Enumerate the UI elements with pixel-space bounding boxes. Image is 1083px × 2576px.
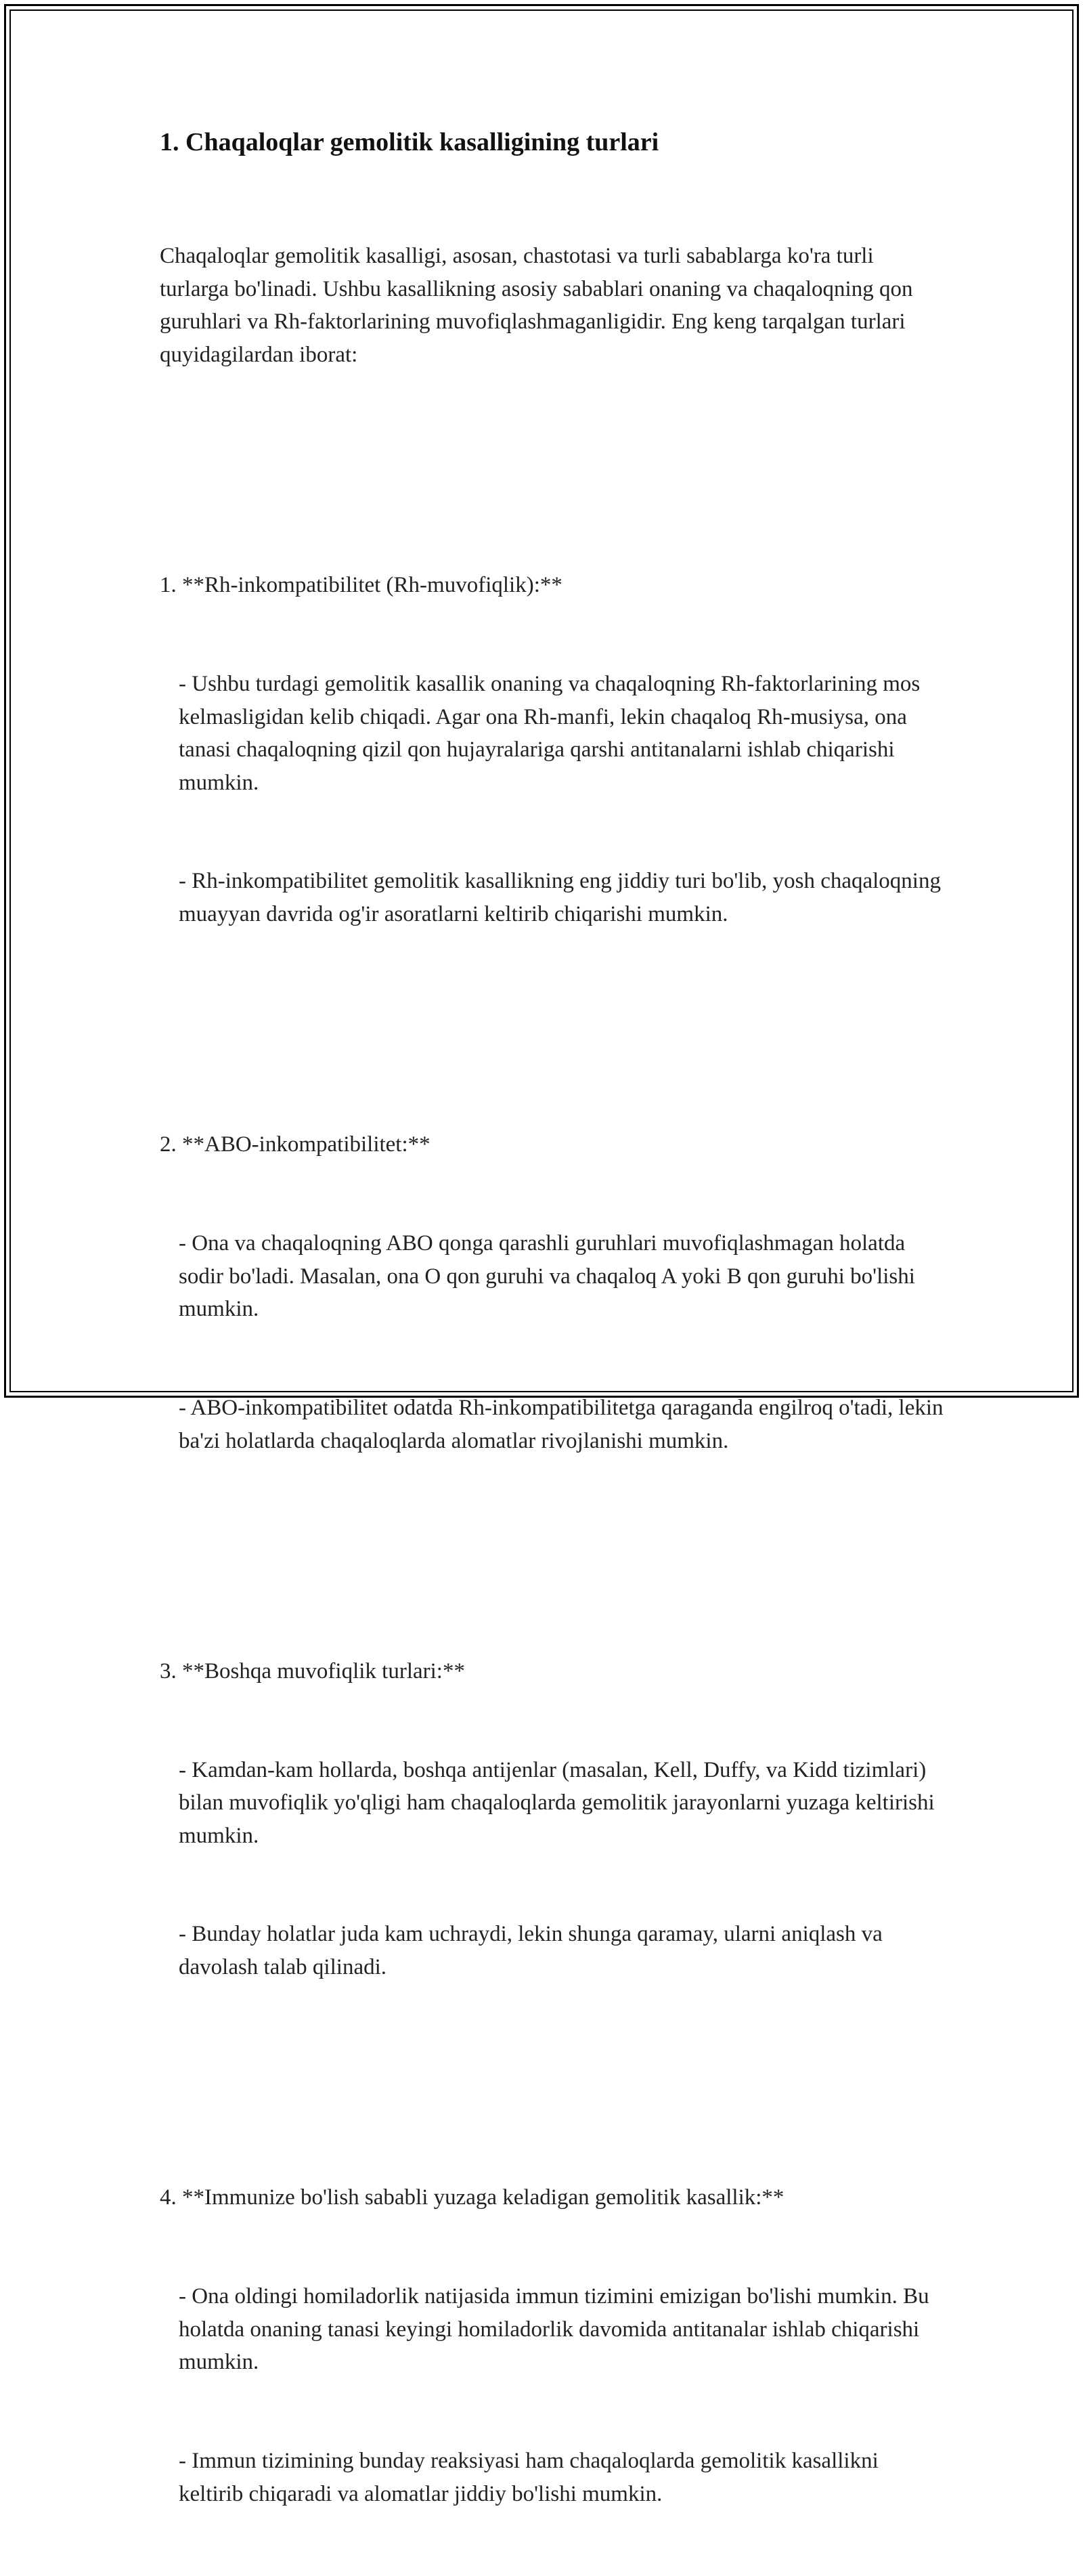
section-heading: 1. **Rh-inkompatibilitet (Rh-muvofiqlik):**	[160, 573, 562, 598]
document-body	[160, 174, 949, 2576]
paragraph-gap	[160, 2050, 945, 2083]
document-title: 1. Chaqaloqlar gemolitik kasalligining turlari	[160, 128, 659, 156]
section-heading: 4. **Immunize bo'lish sababli yuzaga keladigan gemolitik kasallik:**	[160, 2185, 784, 2210]
section-bullet: - ABO-inkompatibilitet odatda Rh-inkompatibilitetga qaraganda engilroq o'tadi, lekin ba'zi holatlarda chaqaloqlarda alomatlar rivojlanishi mumkin.	[179, 1395, 949, 1453]
section-bullet: - Ushbu turdagi gemolitik kasallik onaning va chaqaloqning Rh-faktorlarining mos kelmasligidan kelib chiqadi. Agar ona Rh-manfi, lekin chaqaloq Rh-musiysa, ona tanasi chaqaloqning qizil qon hujayralariga qarshi antitanalarni ishlab chiqarishi mumkin.	[179, 671, 926, 795]
section-heading: 3. **Boshqa muvofiqlik turlari:**	[160, 1658, 465, 1683]
paragraph-gap	[160, 997, 945, 1030]
section-bullet: - Rh-inkompatibilitet gemolitik kasallikning eng jiddiy turi bo'lib, yosh chaqaloqning muayyan davrida og'ir asoratlarni keltirib chiqarishi mumkin.	[179, 869, 947, 927]
document-content	[160, 125, 949, 2576]
section-bullet: - Ona oldingi homiladorlik natijasida immun tizimini emizigan bo'lishi mumkin. Bu holatda onaning tanasi keyingi homiladorlik davomida antitanalar ishlab chiqarishi mumkin.	[179, 2284, 935, 2375]
section-bullet: - Kamdan-kam hollarda, boshqa antijenlar (masalan, Kell, Duffy, va Kidd tizimlari) bilan muvofiqlik yo'qligi ham chaqaloqlarda gemolitik jarayonlarni yuzaga keltirishi mumkin.	[179, 1757, 940, 1848]
section-bullet: - Immun tizimining bunday reaksiyasi ham chaqaloqlarda gemolitik kasallikni keltirib chiqaradi va alomatlar jiddiy bo'lishi mumkin.	[179, 2448, 884, 2506]
intro-paragraph: Chaqaloqlar gemolitik kasalligi, asosan, chastotasi va turli sabablarga ko'ra turli turlarga bo'linadi. Ushbu kasallikning asosiy sabablari onaning va chaqaloqning qon guruhlari va Rh-faktorlarining muvofiqlashmaganligidir. Eng keng tarqalgan turlari quyidagilardan iborat:	[160, 244, 919, 367]
paragraph-gap	[160, 437, 945, 471]
paragraph-gap	[160, 1523, 945, 1556]
section-bullet: - Ona va chaqaloqning ABO qonga qarashli guruhlari muvofiqlashmagan holatda sodir bo'ladi. Masalan, ona O qon guruhi va chaqaloq A yoki B qon guruhi bo'lishi mumkin.	[179, 1231, 921, 1322]
section-heading: 2. **ABO-inkompatibilitet:**	[160, 1132, 430, 1157]
section-bullet: - Bunday holatlar juda kam uchraydi, lekin shunga qaramay, ularni aniqlash va davolash talab qilinadi.	[179, 1922, 889, 1980]
